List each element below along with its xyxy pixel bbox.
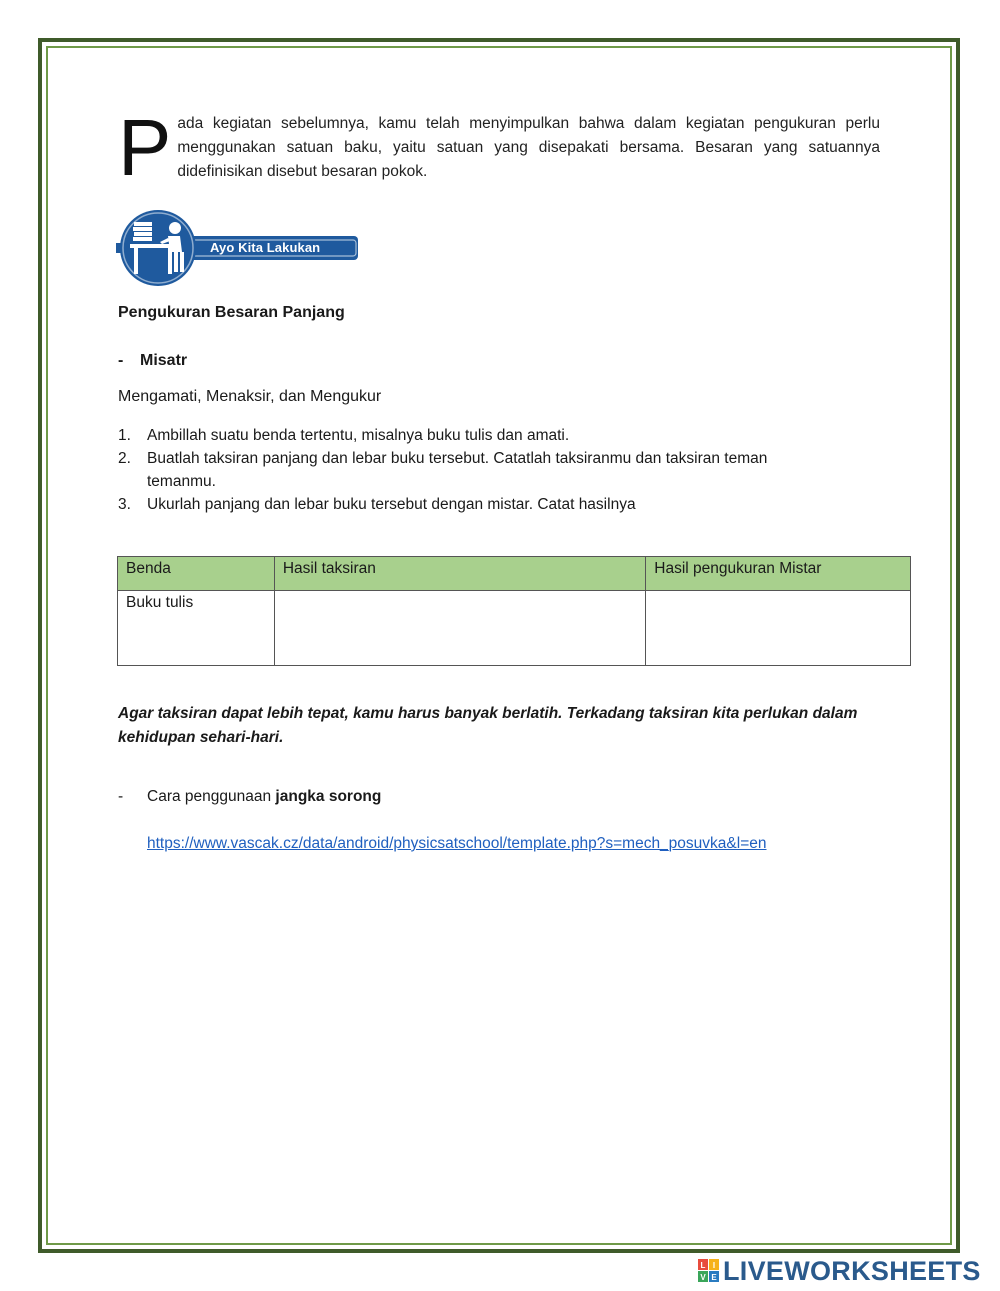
- brand-text: LIVEWORKSHEETS: [723, 1255, 981, 1286]
- table-header-row: [118, 557, 911, 591]
- step-text: Ukurlah panjang dan lebar buku tersebut dengan mistar. Catat hasilnya: [147, 496, 636, 513]
- measurement-table: [117, 556, 911, 666]
- subsection-label: Misatr: [140, 352, 188, 369]
- subsection-title: [118, 352, 187, 370]
- logo-letter: I: [712, 1261, 716, 1270]
- column-header: Benda: [118, 557, 275, 591]
- drop-cap: P: [118, 103, 172, 192]
- answer-cell-taksiran[interactable]: [274, 591, 645, 666]
- intro-paragraph: [118, 103, 880, 192]
- activity-title: Mengamati, Menaksir, dan Mengukur: [118, 388, 382, 405]
- list-item: [118, 424, 838, 447]
- badge-label: Ayo Kita Lakukan: [210, 240, 321, 255]
- step-number: 1.: [118, 427, 131, 444]
- step-number: 2.: [118, 450, 131, 467]
- tip-note: Agar taksiran dapat lebih tepat, kamu harus banyak berlatih. Terkadang taksiran kita perlukan dalam kehidupan sehari-hari.: [118, 705, 858, 746]
- logo-letter: V: [700, 1273, 706, 1282]
- liveworksheets-logo: [698, 1256, 981, 1286]
- bullet-prefix: Cara penggunaan: [147, 788, 276, 805]
- intro-text: ada kegiatan sebelumnya, kamu telah menyimpulkan bahwa dalam kegiatan pengukuran perlu menggunakan satuan baku, yaitu satuan yang disepakati bersama. Besaran yang satuannya didefinisikan disebut besaran pokok.: [177, 115, 880, 180]
- section-heading: Pengukuran Besaran Panjang: [118, 304, 345, 321]
- steps-list: [118, 424, 838, 516]
- logo-letter: L: [700, 1261, 706, 1270]
- table-cell: Buku tulis: [118, 591, 275, 666]
- bullet-bold: jangka sorong: [275, 788, 382, 805]
- column-header: Hasil taksiran: [274, 557, 645, 591]
- list-item: [118, 493, 838, 516]
- step-text: Buatlah taksiran panjang dan lebar buku tersebut. Catatlah taksiranmu dan taksiran teman temanmu.: [147, 450, 768, 490]
- step-text: Ambillah suatu benda tertentu, misalnya buku tulis dan amati.: [147, 427, 570, 444]
- list-item: [118, 447, 838, 493]
- dash-marker: -: [118, 788, 124, 805]
- dash-marker: -: [118, 352, 124, 369]
- table-row: [118, 591, 911, 666]
- bullet-item: [118, 788, 381, 806]
- step-number: 3.: [118, 496, 131, 513]
- answer-cell-mistar[interactable]: [646, 591, 911, 666]
- ayo-kita-lakukan-badge: [116, 208, 364, 288]
- jangka-sorong-link[interactable]: https://www.vascak.cz/data/android/physicsatschool/template.php?s=mech_posuvka&l=en: [147, 835, 767, 852]
- column-header: Hasil pengukuran Mistar: [646, 557, 911, 591]
- liveworksheets-logo-icon: [698, 1259, 720, 1283]
- logo-letter: E: [711, 1273, 717, 1282]
